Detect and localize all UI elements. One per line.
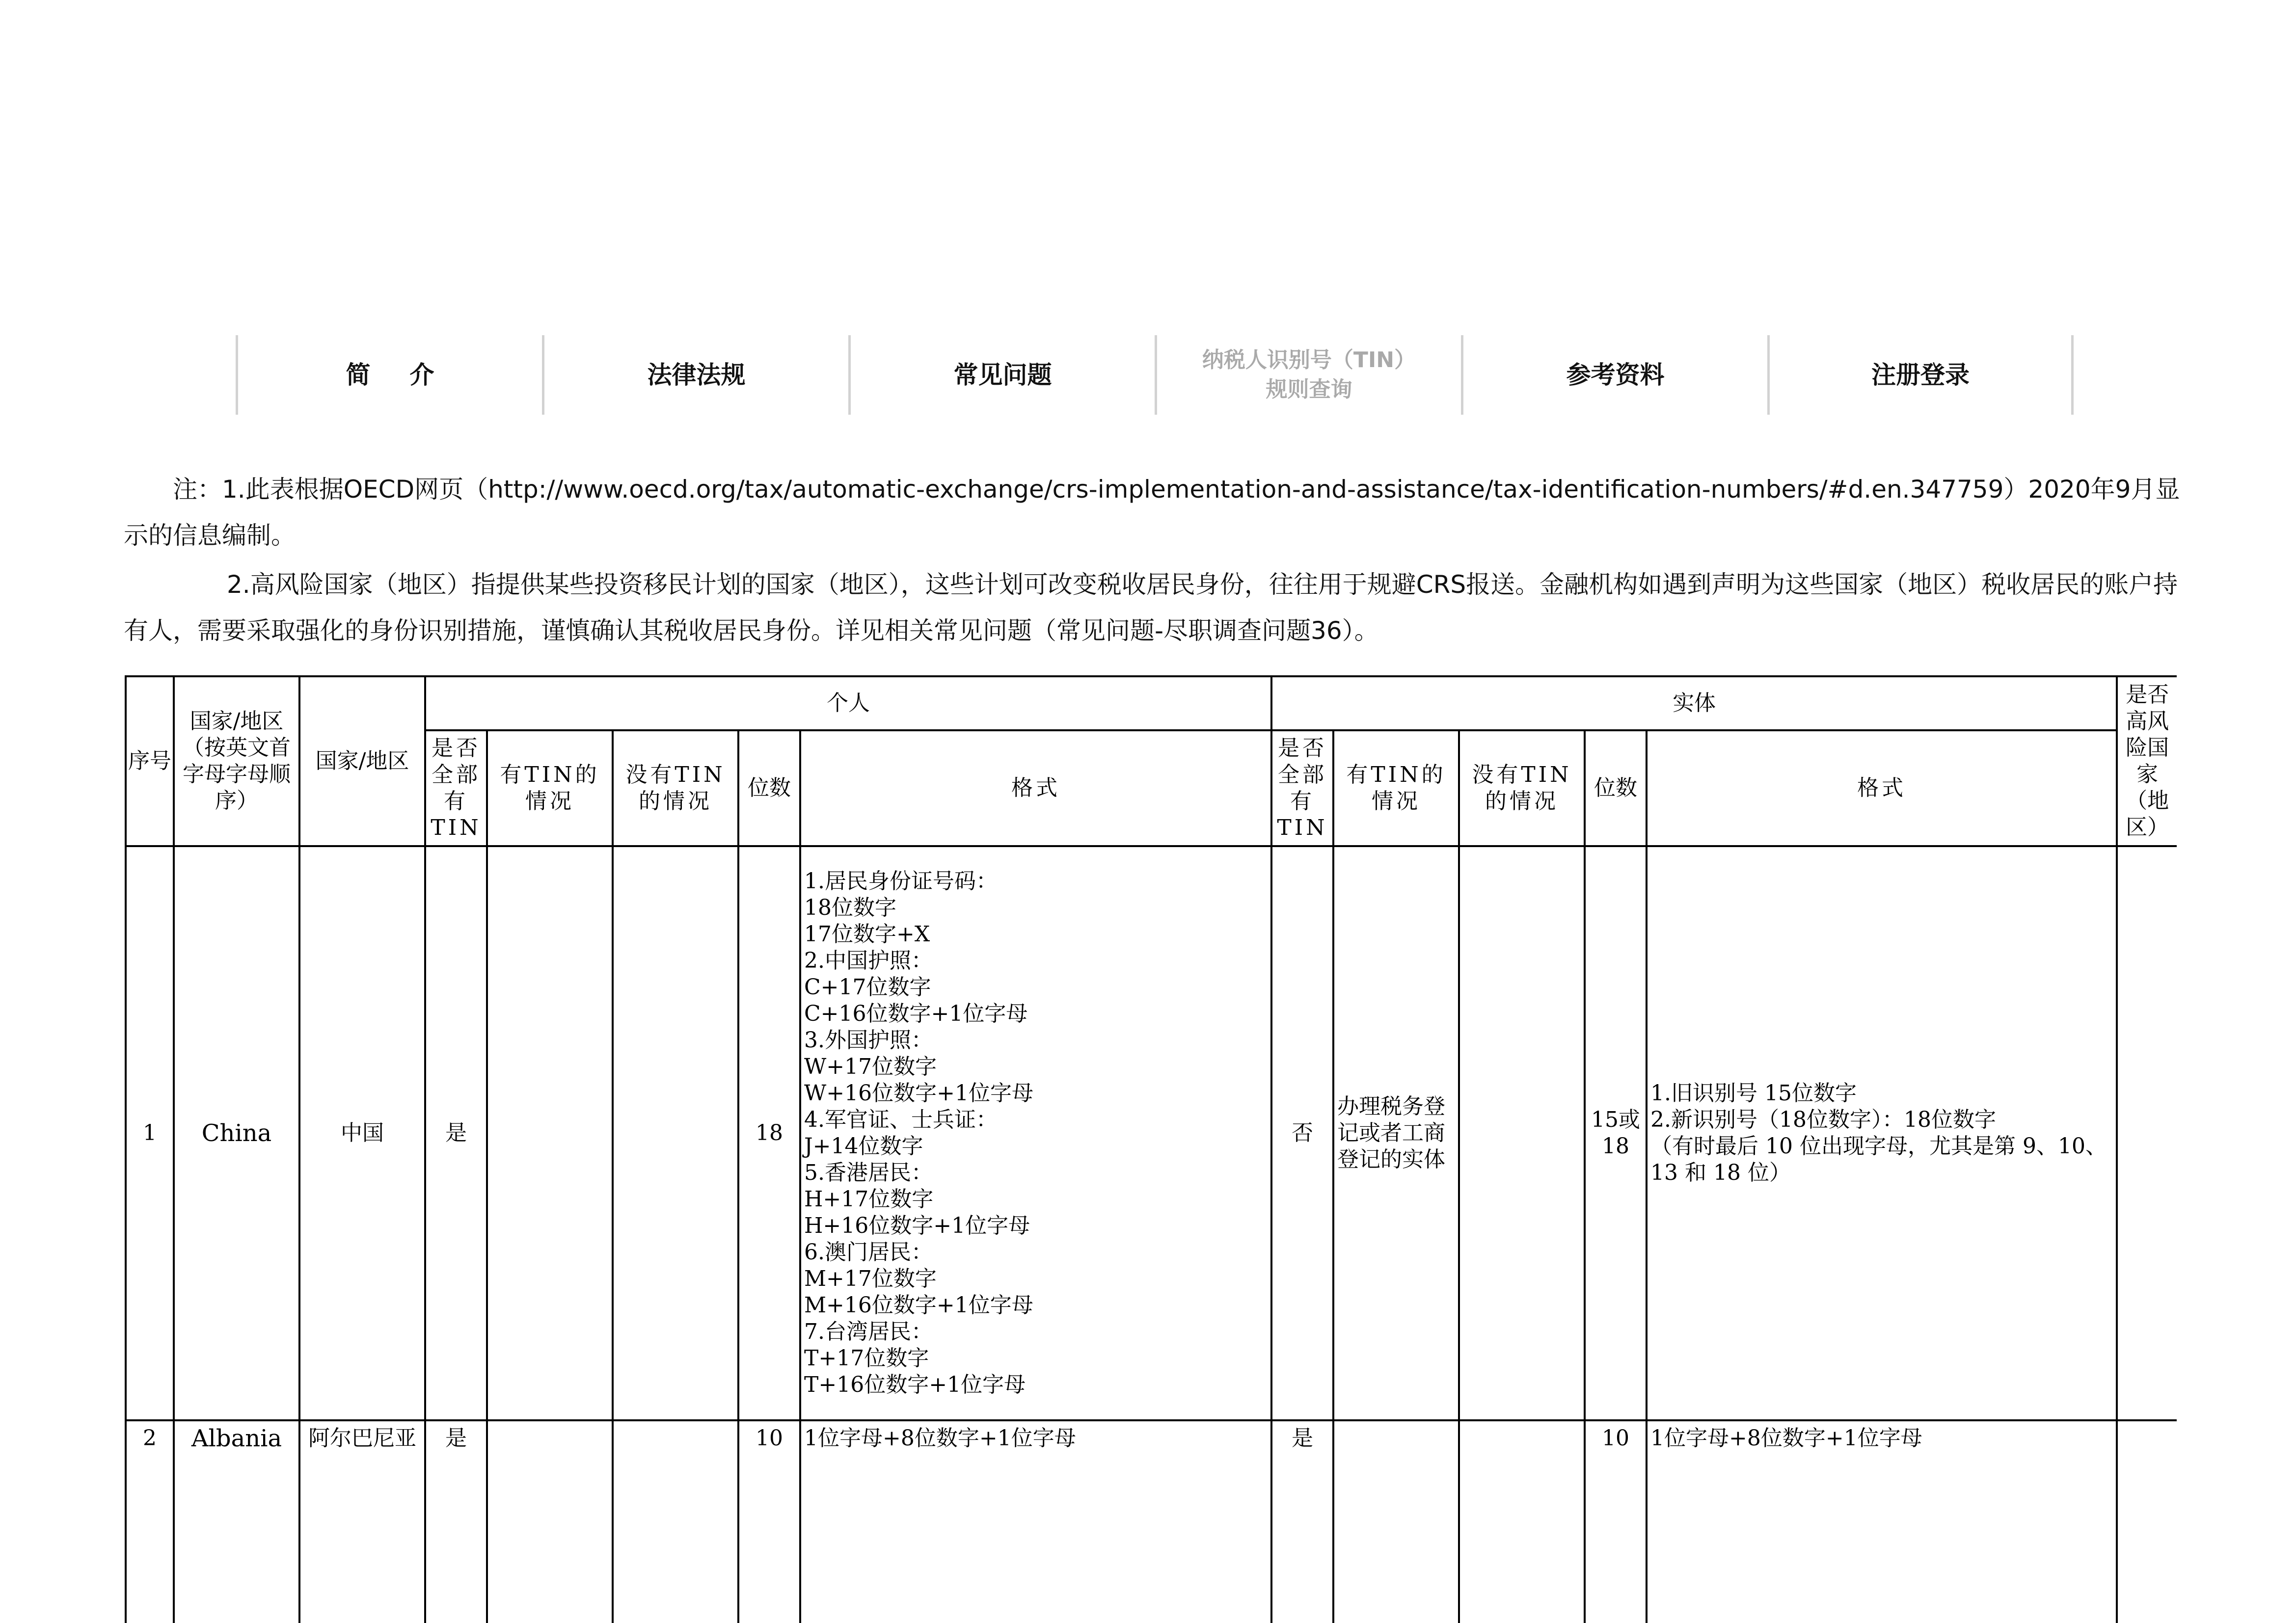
cell-ind-digits: 10 bbox=[738, 1420, 800, 1623]
cell-ent-format: 1.旧识别号 15位数字 2.新识别号（18位数字）：18位数字 （有时最后 10 位出现字母，尤其是第 9、10、13 和 18 位） bbox=[1647, 846, 2117, 1420]
nav-faq-label: 常见问题 bbox=[953, 361, 1052, 389]
tin-table bbox=[125, 675, 2177, 1623]
cell-ind-format: 1位字母+8位数字+1位字母 bbox=[800, 1420, 1271, 1623]
header-ent-with-tin: 有TIN的情况 bbox=[1333, 730, 1459, 846]
cell-high-risk bbox=[2117, 1420, 2177, 1623]
cell-high-risk bbox=[2117, 846, 2177, 1420]
table-row bbox=[126, 846, 2177, 1420]
header-entity: 实体 bbox=[1271, 676, 2117, 730]
nav-tin-rules-label-line1: 纳税人识别号（TIN） bbox=[1202, 347, 1416, 372]
header-ent-digits: 位数 bbox=[1585, 730, 1647, 846]
cell-ent-format: 1位字母+8位数字+1位字母 bbox=[1647, 1420, 2117, 1623]
cell-ent-without-tin bbox=[1459, 846, 1585, 1420]
header-individual: 个人 bbox=[425, 676, 1271, 730]
cell-ent-digits: 10 bbox=[1585, 1420, 1647, 1623]
header-row-1 bbox=[126, 676, 2177, 730]
cell-ent-all-have-tin: 是 bbox=[1271, 1420, 1333, 1623]
cell-ind-digits: 18 bbox=[738, 846, 800, 1420]
cell-ent-with-tin bbox=[1333, 1420, 1459, 1623]
header-seq: 序号 bbox=[126, 676, 174, 846]
cell-ind-all-have-tin: 是 bbox=[425, 1420, 487, 1623]
header-ind-without-tin: 没有TIN的情况 bbox=[613, 730, 738, 846]
nav-references[interactable] bbox=[1461, 335, 1767, 415]
cell-ent-without-tin bbox=[1459, 1420, 1585, 1623]
cell-country-cn: 阿尔巴尼亚 bbox=[299, 1420, 425, 1623]
notes bbox=[124, 466, 2186, 654]
nav-intro[interactable] bbox=[236, 335, 542, 415]
header-ind-all-have-tin: 是否全部有TIN bbox=[425, 730, 487, 846]
nav-tin-rules-label-line2: 规则查询 bbox=[1266, 377, 1352, 402]
header-row-2 bbox=[126, 730, 2177, 846]
nav-intro-label: 简介 bbox=[346, 361, 474, 389]
header-ind-format: 格式 bbox=[800, 730, 1271, 846]
cell-seq: 1 bbox=[126, 846, 174, 1420]
header-ent-format: 格式 bbox=[1647, 730, 2117, 846]
cell-ent-all-have-tin: 否 bbox=[1271, 846, 1333, 1420]
header-high-risk: 是否高风险国家（地区） bbox=[2117, 676, 2177, 846]
header-ent-without-tin: 没有TIN的情况 bbox=[1459, 730, 1585, 846]
cell-country-en: China bbox=[174, 846, 299, 1420]
cell-ind-with-tin bbox=[487, 846, 613, 1420]
nav-laws-label: 法律法规 bbox=[647, 361, 746, 389]
cell-country-cn: 中国 bbox=[299, 846, 425, 1420]
table-row bbox=[126, 1420, 2177, 1623]
nav-tin-rules[interactable] bbox=[1155, 335, 1461, 415]
header-ind-with-tin: 有TIN的情况 bbox=[487, 730, 613, 846]
nav-register-login[interactable] bbox=[1767, 335, 2074, 415]
cell-ind-all-have-tin: 是 bbox=[425, 846, 487, 1420]
header-country-cn: 国家/地区 bbox=[299, 676, 425, 846]
cell-ind-without-tin bbox=[613, 1420, 738, 1623]
nav-laws[interactable] bbox=[542, 335, 848, 415]
header-ent-all-have-tin: 是否全部有TIN bbox=[1271, 730, 1333, 846]
cell-seq: 2 bbox=[126, 1420, 174, 1623]
note-1: 注：1.此表根据OECD网页（http://www.oecd.org/tax/automatic-exchange/crs-implementation-and-assistance/tax-identification-numbers/#d.en.347759）2020年9月显示的信息编制。 bbox=[124, 475, 2180, 550]
top-nav bbox=[236, 335, 2077, 415]
cell-ind-format: 1.居民身份证号码： 18位数字 17位数字+X 2.中国护照： C+17位数字 C+16位数字+1位字母 3.外国护照： W+17位数字 W+16位数字+1位字母 4.军官证、士兵证： J+14位数字 5.香港居民： H+17位数字 H+16位数字+1位字母 6.澳门居民： M+17位数字 M+16位数字+1位字母 7.台湾居民： T+17位数字 T+16位数字+1位字母 bbox=[800, 846, 1271, 1420]
header-country-en: 国家/地区（按英文首字母字母顺序） bbox=[174, 676, 299, 846]
cell-ind-with-tin bbox=[487, 1420, 613, 1623]
nav-references-label: 参考资料 bbox=[1566, 361, 1665, 389]
note-2: 2.高风险国家（地区）指提供某些投资移民计划的国家（地区），这些计划可改变税收居民身份，往往用于规避CRS报送。金融机构如遇到声明为这些国家（地区）税收居民的账户持有人，需要采取强化的身份识别措施，谨慎确认其税收居民身份。详见相关常见问题（常见问题-尽职调查问题36）。 bbox=[124, 570, 2178, 645]
cell-ind-without-tin bbox=[613, 846, 738, 1420]
tin-table-container bbox=[125, 675, 2177, 1623]
nav-register-login-label: 注册登录 bbox=[1871, 361, 1970, 389]
header-ind-digits: 位数 bbox=[738, 730, 800, 846]
nav-faq[interactable] bbox=[848, 335, 1155, 415]
cell-ent-with-tin: 办理税务登记或者工商登记的实体 bbox=[1333, 846, 1459, 1420]
cell-country-en: Albania bbox=[174, 1420, 299, 1623]
cell-ent-digits: 15或18 bbox=[1585, 846, 1647, 1420]
